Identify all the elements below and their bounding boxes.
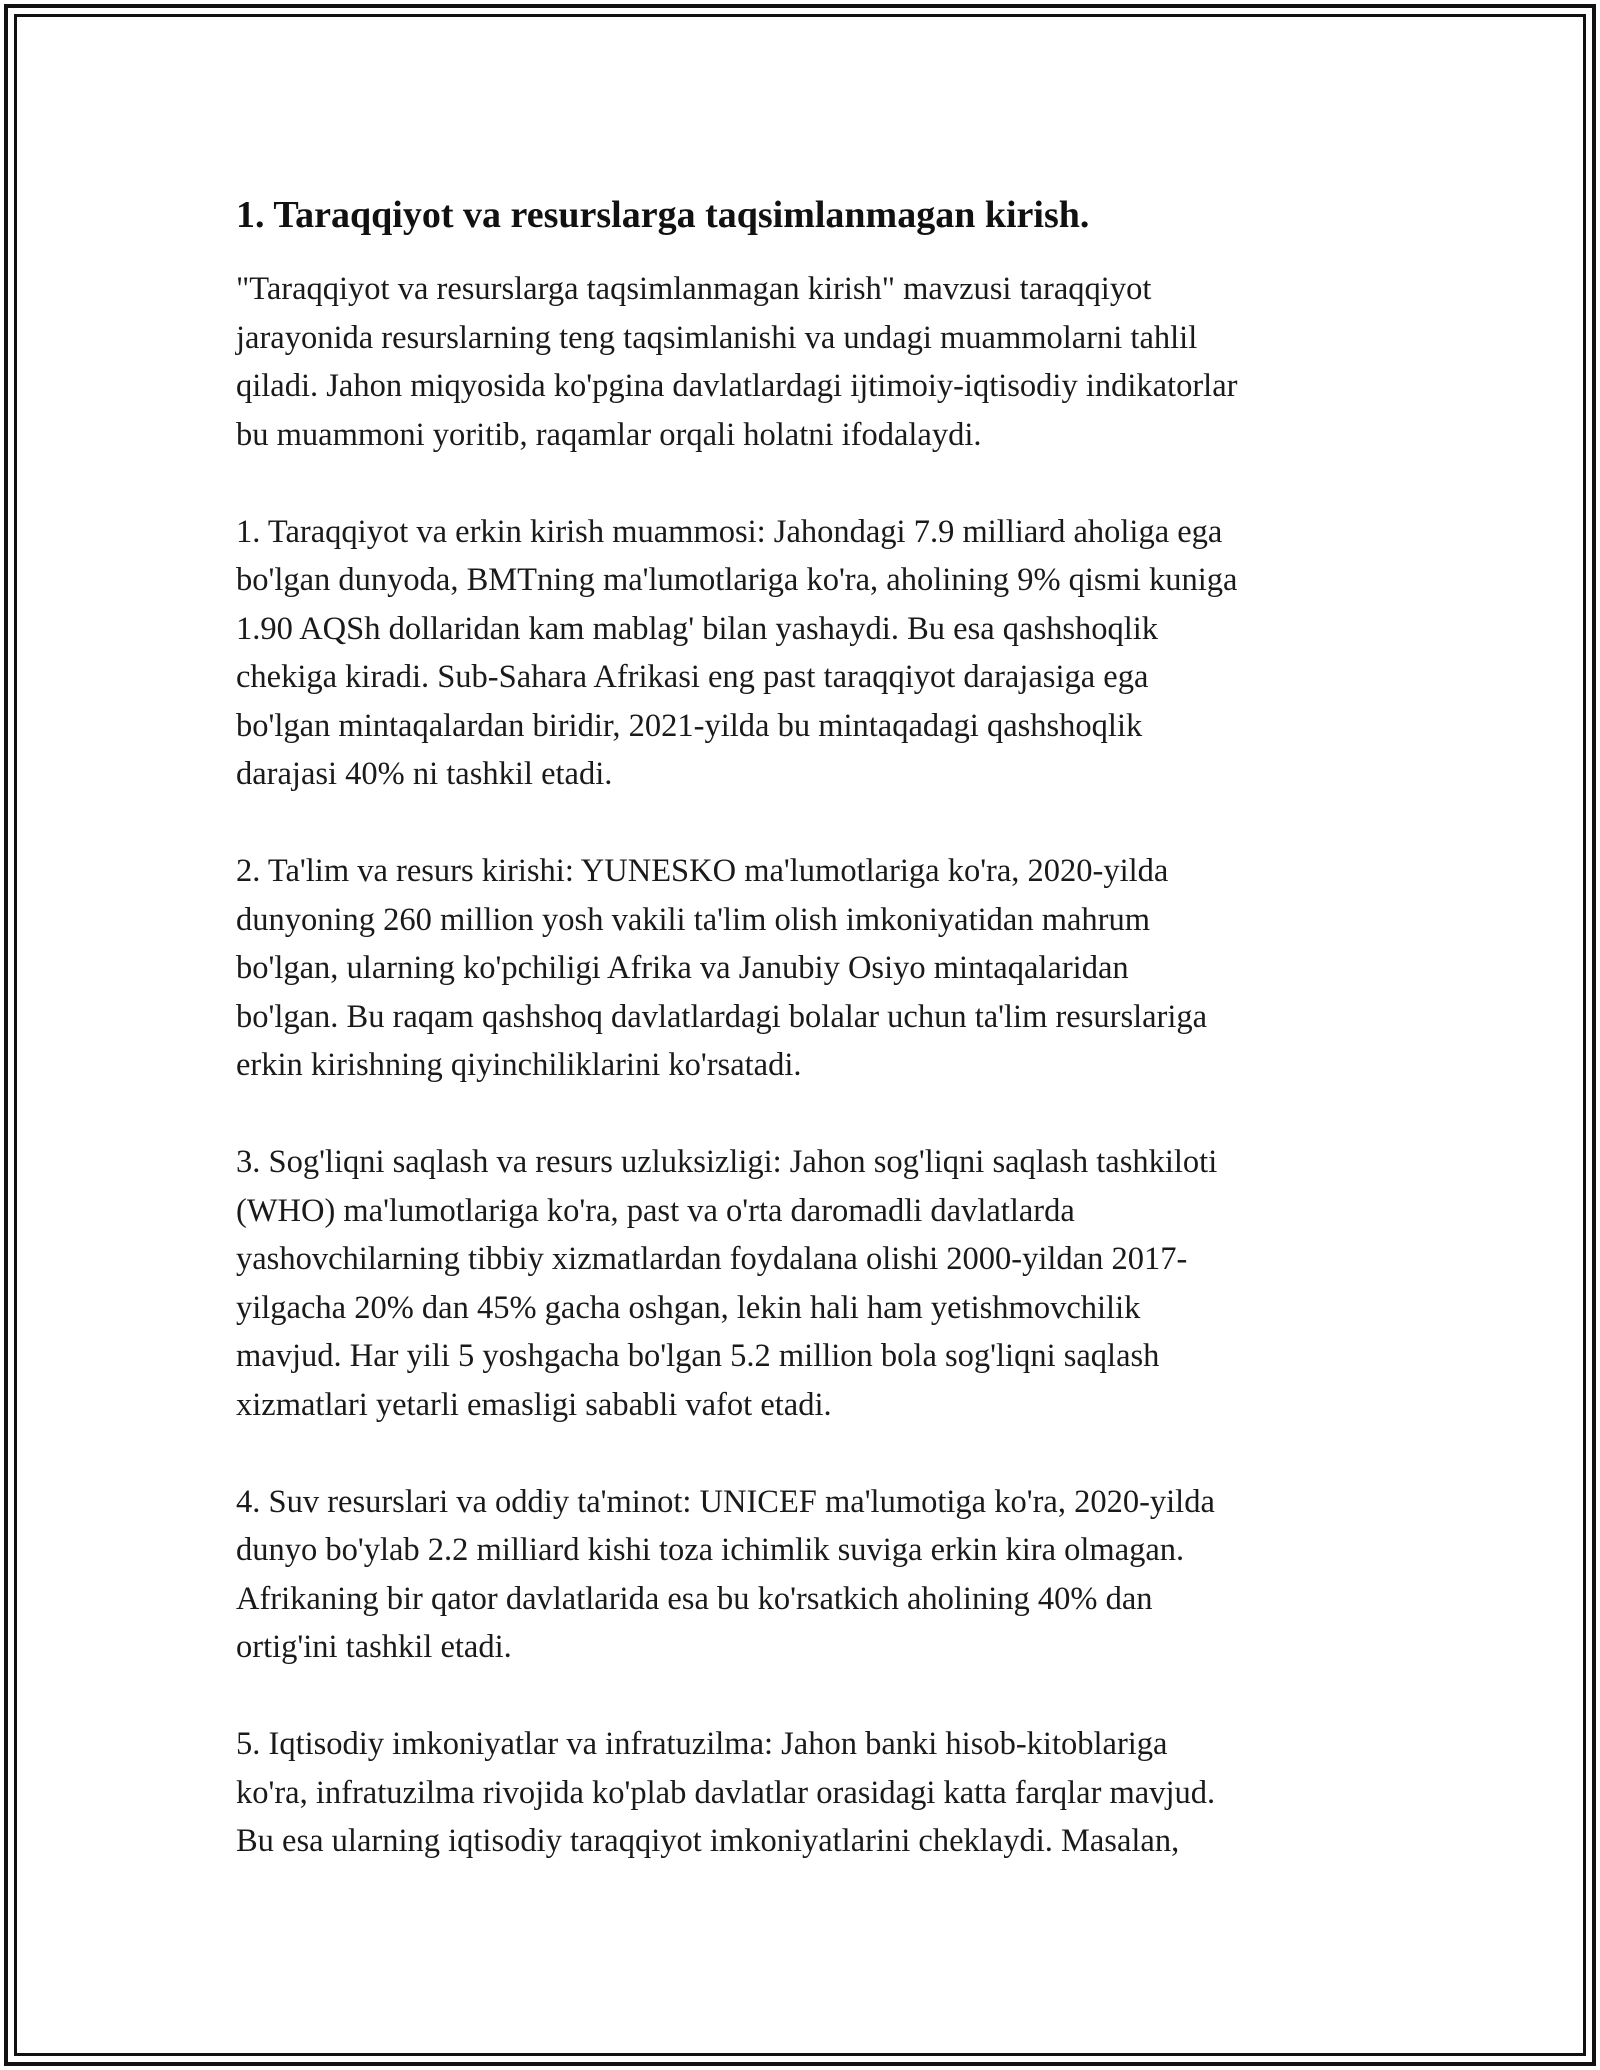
paragraph-line: 1.90 AQSh dollaridan kam mablag' bilan yashaydi. Bu esa qashshoqlik: [236, 610, 1159, 647]
paragraph-line: dunyo bo'ylab 2.2 milliard kishi toza ichimlik suviga erkin kira olmagan.: [236, 1532, 1185, 1568]
title-spacer: [236, 245, 1386, 265]
paragraph-line: qiladi. Jahon miqyosida ko'pgina davlatlardagi ijtimoiy-iqtisodiy indikatorlar: [236, 368, 1238, 404]
paragraph-line: bo'lgan, ularning ko'pchiligi Afrika va Janubiy Osiyo mintaqalaridan: [236, 950, 1129, 986]
paragraph-line: mavjud. Har yili 5 yoshgacha bo'lgan 5.2 million bola sog'liqni saqlash: [236, 1338, 1160, 1374]
paragraph-line: ortig'ini tashkil etadi.: [236, 1629, 512, 1665]
paragraph-line: bo'lgan mintaqalardan biridir, 2021-yilda bu mintaqadagi qashshoqlik: [236, 707, 1143, 744]
paragraph-line: "Taraqqiyot va resurslarga taqsimlanmagan kirish" mavzusi taraqqiyot: [236, 271, 1152, 307]
paragraph-spacer: [236, 1672, 1386, 1721]
intro-paragraph: [236, 265, 1386, 459]
paragraph-line: 4. Suv resurslari va oddiy ta'minot: UNICEF ma'lumotiga ko'ra, 2020-yilda: [236, 1483, 1215, 1520]
paragraph-line: yashovchilarning tibbiy xizmatlardan foydalana olishi 2000-yildan 2017-: [236, 1241, 1188, 1277]
paragraph-line: 5. Iqtisodiy imkoniyatlar va infratuzilma: Jahon banki hisob-kitoblariga: [236, 1726, 1168, 1762]
paragraph-line: bo'lgan dunyoda, BMTning ma'lumotlariga ko'ra, aholining 9% qismi kuniga: [236, 562, 1238, 598]
water-paragraph: [236, 1478, 1386, 1672]
paragraph-line: erkin kirishning qiyinchiliklarini ko'rsatadi.: [236, 1047, 802, 1083]
paragraph-line: 3. Sog'liqni saqlash va resurs uzluksizligi: Jahon sog'liqni saqlash tashkiloti: [236, 1144, 1218, 1180]
paragraph-line: ko'ra, infratuzilma rivojida ko'plab davlatlar orasidagi katta farqlar mavjud.: [236, 1774, 1216, 1811]
paragraph-line: dunyoning 260 million yosh vakili ta'lim olish imkoniyatidan mahrum: [236, 901, 1150, 938]
paragraph-line: jarayonida resurslarning teng taqsimlanishi va undagi muammolarni tahlil: [236, 319, 1198, 356]
paragraph-line: Bu esa ularning iqtisodiy taraqqiyot imkoniyatlarini cheklaydi. Masalan,: [236, 1823, 1180, 1859]
paragraph-line: (WHO) ma'lumotlariga ko'ra, past va o'rta daromadli davlatlarda: [236, 1192, 1075, 1229]
paragraph-spacer: [236, 1090, 1386, 1139]
education-paragraph: [236, 847, 1386, 1090]
document-title: 1. Taraqqiyot va resurslarga taqsimlanmagan kirish.: [236, 194, 1090, 236]
paragraph-line: 2. Ta'lim va resurs kirishi: YUNESKO ma'lumotlariga ko'ra, 2020-yilda: [236, 853, 1169, 889]
paragraph-line: darajasi 40% ni tashkil etadi.: [236, 756, 613, 792]
paragraph-line: bo'lgan. Bu raqam qashshoq davlatlardagi bolalar uchun ta'lim resurslariga: [236, 998, 1208, 1035]
paragraph-line: Afrikaning bir qator davlatlarida esa bu ko'rsatkich aholining 40% dan: [236, 1580, 1153, 1617]
health-paragraph: [236, 1138, 1386, 1429]
economy-paragraph: [236, 1720, 1386, 1866]
paragraph-line: 1. Taraqqiyot va erkin kirish muammosi: Jahondagi 7.9 milliard aholiga ega: [236, 513, 1223, 550]
document-body: [236, 185, 1386, 1866]
paragraph-line: bu muammoni yoritib, raqamlar orqali holatni ifodalaydi.: [236, 416, 982, 453]
paragraph-spacer: [236, 799, 1386, 848]
poverty-paragraph: [236, 508, 1386, 799]
paragraph-line: chekiga kiradi. Sub-Sahara Afrikasi eng past taraqqiyot darajasiga ega: [236, 659, 1149, 695]
paragraph-line: xizmatlari yetarli emasligi sababli vafot etadi.: [236, 1386, 832, 1423]
paragraph-spacer: [236, 459, 1386, 508]
paragraph-spacer: [236, 1429, 1386, 1478]
paragraph-line: yilgacha 20% dan 45% gacha oshgan, lekin hali ham yetishmovchilik: [236, 1289, 1141, 1326]
